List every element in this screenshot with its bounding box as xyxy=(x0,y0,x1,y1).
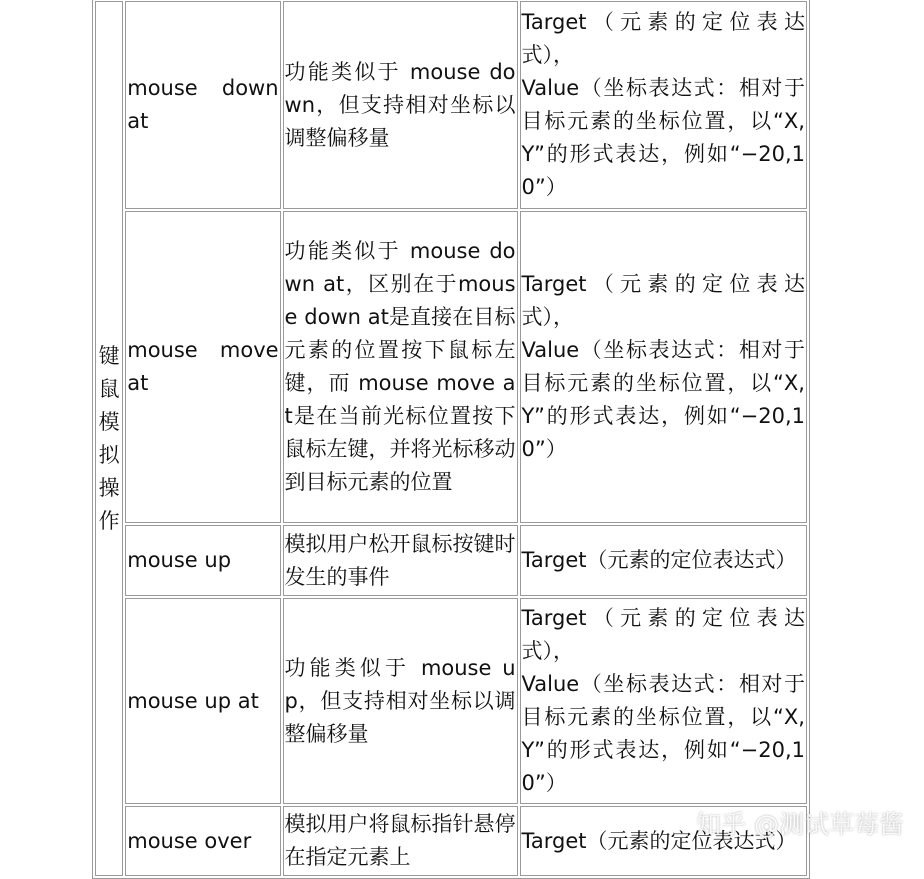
table-row xyxy=(95,1,807,209)
description-cell: 功能类似于 mouse down，但支持相对坐标以调整偏移量 xyxy=(283,1,518,209)
command-cell: mouse up xyxy=(125,525,280,596)
params-cell xyxy=(520,598,807,804)
command-cell: mouse up at xyxy=(125,598,280,804)
params-cell xyxy=(520,211,807,523)
param-target: Target（元素的定位表达式）， xyxy=(521,10,805,67)
param-value: Value（坐标表达式：相对于目标元素的坐标位置，以“X,Y”的形式表达，例如“−20,10”） xyxy=(521,672,805,795)
param-target: Target（元素的定位表达式）， xyxy=(521,272,805,329)
group-label-cell xyxy=(95,1,123,876)
param-target: Target（元素的定位表达式） xyxy=(521,828,797,853)
param-value: Value（坐标表达式：相对于目标元素的坐标位置，以“X,Y”的形式表达，例如“−20,10”） xyxy=(521,76,805,199)
command-cell: mouse over xyxy=(125,806,280,876)
command-cell: mouse down at xyxy=(125,1,280,209)
param-target: Target（元素的定位表达式）， xyxy=(521,606,805,663)
params-cell xyxy=(520,525,807,596)
description-cell: 功能类似于 mouse up，但支持相对坐标以调整偏移量 xyxy=(283,598,518,804)
command-cell: mouse move at xyxy=(125,211,280,523)
group-label: 键鼠模拟操作 xyxy=(98,343,120,533)
table-row xyxy=(95,598,807,804)
watermark: 知乎 @测试草莓酱 xyxy=(696,810,904,839)
command-table xyxy=(92,0,810,879)
param-value: Value（坐标表达式：相对于目标元素的坐标位置，以“X,Y”的形式表达，例如“−20,10”） xyxy=(521,338,805,461)
description-cell: 功能类似于 mouse down at，区别在于mouse down at是直接在目标元素的位置按下鼠标左键，而 mouse move at是在当前光标位置按下鼠标左键，并将光标移动到目标元素的位置 xyxy=(283,211,518,523)
table-row xyxy=(95,211,807,523)
param-target: Target（元素的定位表达式） xyxy=(521,548,797,572)
description-cell: 模拟用户将鼠标指针悬停在指定元素上 xyxy=(283,806,518,876)
params-cell xyxy=(520,1,807,209)
table-row xyxy=(95,525,807,596)
description-cell: 模拟用户松开鼠标按键时发生的事件 xyxy=(283,525,518,596)
